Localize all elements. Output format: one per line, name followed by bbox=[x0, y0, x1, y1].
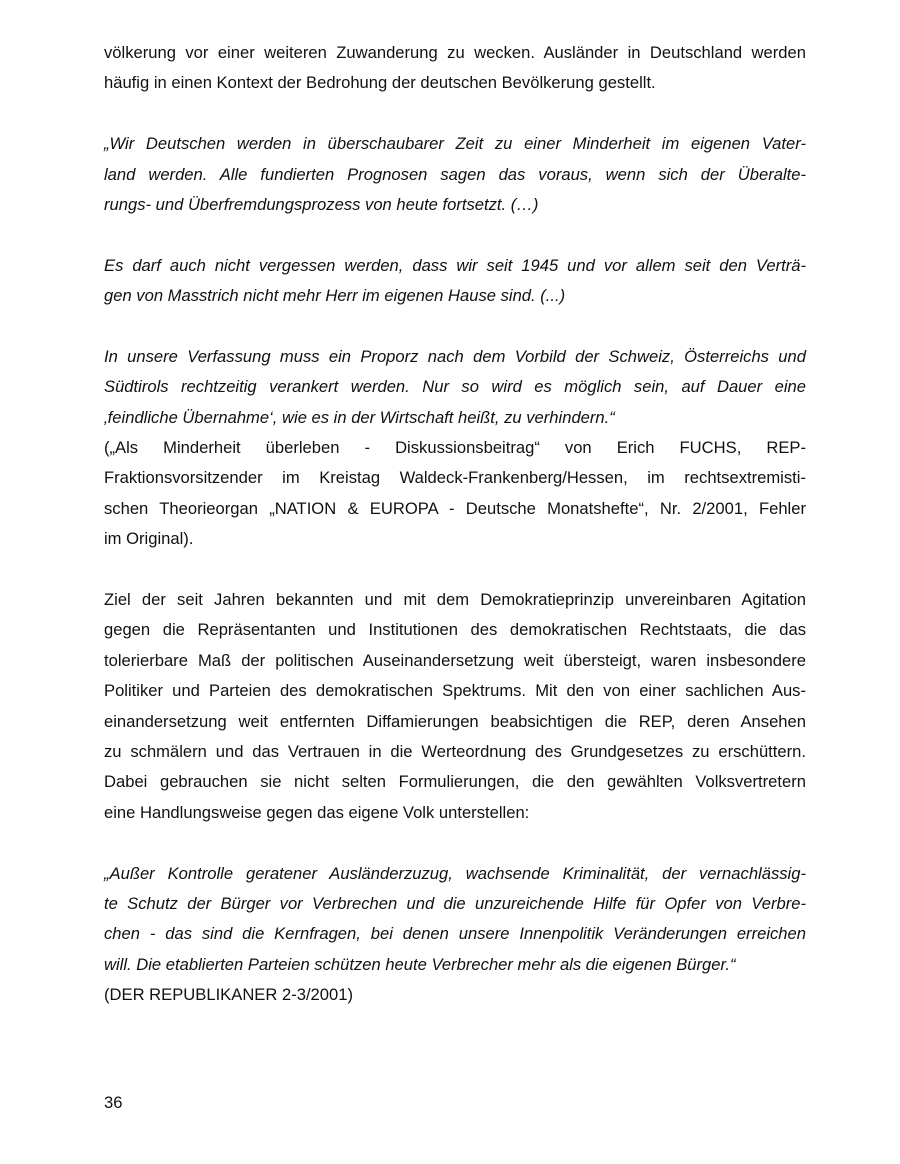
text-line: Dabei gebrauchen sie nicht selten Formulierungen, die den gewählten Volksvertretern bbox=[104, 772, 806, 792]
text-line: gegen die Repräsentanten und Institutionen des demokratischen Rechtstaats, die das bbox=[104, 620, 806, 640]
paragraph-gap bbox=[104, 555, 806, 585]
quote-fuchs-source bbox=[104, 433, 806, 555]
quote-line: gen von Masstrich nicht mehr Herr im eigenen Hause sind. (...) bbox=[104, 286, 566, 306]
quote-line: land werden. Alle fundierten Prognosen sagen das voraus, wenn sich der Überalte- bbox=[104, 164, 806, 184]
intro-paragraph bbox=[104, 38, 806, 99]
quote-republikaner bbox=[104, 859, 806, 981]
document-page bbox=[104, 38, 806, 1011]
text-line: einandersetzung weit entfernten Diffamierungen beabsichtigen die REP, deren Ansehen bbox=[104, 711, 806, 731]
text-line: häufig in einen Kontext der Bedrohung der deutschen Bevölkerung gestellt. bbox=[104, 73, 656, 93]
quote-line: chen - das sind die Kernfragen, bei denen unsere Innenpolitik Veränderungen erreichen bbox=[104, 924, 806, 944]
quote-fuchs-part-3 bbox=[104, 342, 806, 433]
source-line: im Original). bbox=[104, 529, 194, 549]
quote-line: Es darf auch nicht vergessen werden, dass wir seit 1945 und vor allem seit den Verträ- bbox=[104, 255, 806, 275]
source-line: schen Theorieorgan „NATION & EUROPA - Deutsche Monatshefte“, Nr. 2/2001, Fehler bbox=[104, 498, 806, 518]
quote-line: ‚feindliche Übernahme‘, wie es in der Wirtschaft heißt, zu verhindern.“ bbox=[104, 407, 615, 427]
quote-line: „Außer Kontrolle geratener Ausländerzuzug, wachsende Kriminalität, der vernachlässig- bbox=[104, 863, 806, 883]
source-line: („Als Minderheit überleben - Diskussionsbeitrag“ von Erich FUCHS, REP- bbox=[104, 438, 806, 458]
quote-fuchs-part-2 bbox=[104, 251, 806, 312]
quote-line: „Wir Deutschen werden in überschaubarer Zeit zu einer Minderheit im eigenen Vater- bbox=[104, 134, 806, 154]
text-line: eine Handlungsweise gegen das eigene Volk unterstellen: bbox=[104, 802, 530, 822]
body-paragraph bbox=[104, 585, 806, 828]
quote-line: rungs- und Überfremdungsprozess von heute fortsetzt. (…) bbox=[104, 194, 539, 214]
text-line: Ziel der seit Jahren bekannten und mit dem Demokratieprinzip unvereinbaren Agitation bbox=[104, 590, 806, 610]
quote-line: In unsere Verfassung muss ein Proporz nach dem Vorbild der Schweiz, Österreichs und bbox=[104, 346, 806, 366]
page-number: 36 bbox=[104, 1093, 123, 1112]
text-line: tolerierbare Maß der politischen Auseinandersetzung weit übersteigt, waren insbesondere bbox=[104, 650, 806, 670]
quote-republikaner-source: (DER REPUBLIKANER 2-3/2001) bbox=[104, 985, 353, 1005]
paragraph-gap bbox=[104, 828, 806, 858]
text-line: Politiker und Parteien des demokratischen Spektrums. Mit den von einer sachlichen Aus- bbox=[104, 681, 806, 701]
paragraph-gap bbox=[104, 99, 806, 129]
paragraph-gap bbox=[104, 312, 806, 342]
quote-fuchs-part-1 bbox=[104, 129, 806, 220]
text-line: völkerung vor einer weiteren Zuwanderung zu wecken. Ausländer in Deutschland werden bbox=[104, 43, 806, 62]
quote-line: Südtirols rechtzeitig verankert werden. Nur so wird es möglich sein, auf Dauer eine bbox=[104, 377, 806, 397]
source-line: Fraktionsvorsitzender im Kreistag Waldeck-Frankenberg/Hessen, im rechtsextremisti- bbox=[104, 468, 806, 488]
quote-line: te Schutz der Bürger vor Verbrechen und die unzureichende Hilfe für Opfer von Verbre- bbox=[104, 893, 806, 913]
text-line: zu schmälern und das Vertrauen in die Werteordnung des Grundgesetzes zu erschüttern. bbox=[104, 741, 806, 761]
paragraph-gap bbox=[104, 220, 806, 250]
quote-line: will. Die etablierten Parteien schützen heute Verbrecher mehr als die eigenen Bürger.“ bbox=[104, 954, 736, 974]
